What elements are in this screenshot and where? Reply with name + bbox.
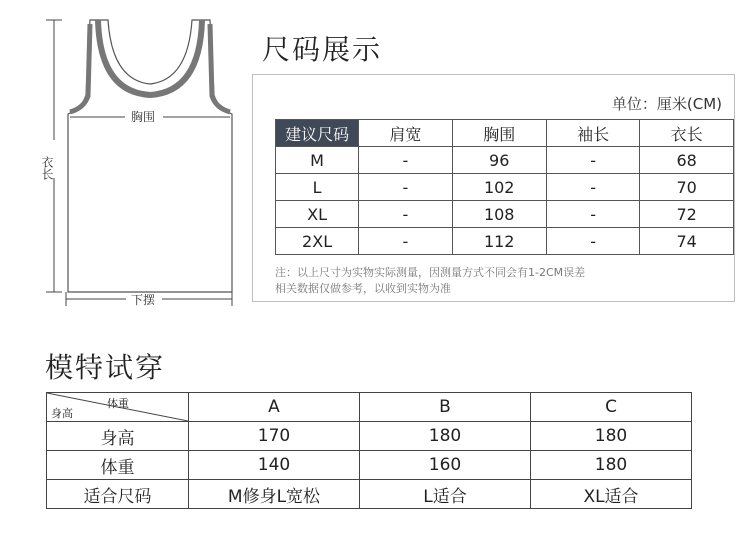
length-cell: 68 <box>640 147 734 174</box>
table-row <box>276 174 734 201</box>
value-cell: 180 <box>531 422 692 451</box>
value-cell: L适合 <box>360 480 531 509</box>
note-line-2: 相关数据仅做参考，以收到实物为准 <box>275 282 451 295</box>
shoulder-cell: - <box>359 174 452 201</box>
sleeve-cell: - <box>546 147 639 174</box>
value-cell: 180 <box>360 422 531 451</box>
header-shoulder: 肩宽 <box>359 120 452 147</box>
length-cell: 72 <box>640 201 734 228</box>
length-cell: 70 <box>640 174 734 201</box>
model-c-header: C <box>531 393 692 422</box>
corner-weight-label: 体重 <box>107 397 129 410</box>
table-row <box>276 228 734 255</box>
value-cell: M修身L宽松 <box>189 480 360 509</box>
size-cell: M <box>276 147 359 174</box>
chest-cell: 112 <box>452 228 546 255</box>
length-cell: 74 <box>640 228 734 255</box>
chest-cell: 96 <box>452 147 546 174</box>
shoulder-cell: - <box>359 147 452 174</box>
chest-cell: 102 <box>452 174 546 201</box>
shoulder-cell: - <box>359 228 452 255</box>
row-label: 体重 <box>47 451 189 480</box>
chest-label: 胸围 <box>131 110 156 124</box>
size-cell: L <box>276 174 359 201</box>
table-row <box>276 201 734 228</box>
size-cell: XL <box>276 201 359 228</box>
value-cell: 160 <box>360 451 531 480</box>
table-row <box>47 451 692 480</box>
size-table-header <box>276 120 734 147</box>
row-label: 适合尺码 <box>47 480 189 509</box>
value-cell: 140 <box>189 451 360 480</box>
header-recommended-size: 建议尺码 <box>276 120 359 147</box>
measurement-note <box>275 265 585 297</box>
corner-cell <box>47 393 189 422</box>
hem-label: 下摆 <box>131 293 156 307</box>
model-table <box>46 392 692 509</box>
model-section-title: 模特试穿 <box>45 351 166 384</box>
model-a-header: A <box>189 393 360 422</box>
tank-top-outline <box>68 20 232 292</box>
sleeve-cell: - <box>546 174 639 201</box>
size-section-title: 尺码展示 <box>262 33 383 66</box>
chest-cell: 108 <box>452 201 546 228</box>
header-length: 衣长 <box>640 120 734 147</box>
size-table <box>275 119 734 255</box>
note-line-1: 注：以上尺寸为实物实际测量，因测量方式不同会有1-2CM误差 <box>275 266 586 279</box>
corner-height-label: 身高 <box>51 407 73 420</box>
sleeve-cell: - <box>546 228 639 255</box>
value-cell: XL适合 <box>531 480 692 509</box>
value-cell: 180 <box>531 451 692 480</box>
shoulder-cell: - <box>359 201 452 228</box>
header-chest: 胸围 <box>452 120 546 147</box>
tank-top-diagram <box>0 0 250 320</box>
table-row <box>47 480 692 509</box>
size-chart-panel <box>252 74 735 302</box>
value-cell: 170 <box>189 422 360 451</box>
model-b-header: B <box>360 393 531 422</box>
table-row <box>47 422 692 451</box>
tank-top-left-arm-trim <box>70 24 90 112</box>
model-table-header <box>47 393 692 422</box>
table-row <box>276 147 734 174</box>
header-sleeve: 袖长 <box>546 120 639 147</box>
row-label: 身高 <box>47 422 189 451</box>
tank-top-right-arm-trim <box>210 24 230 112</box>
length-label <box>40 156 54 181</box>
sleeve-cell: - <box>546 201 639 228</box>
length-label-text: 衣长 <box>40 156 54 180</box>
size-cell: 2XL <box>276 228 359 255</box>
unit-label: 单位：厘米(CM) <box>611 95 722 113</box>
